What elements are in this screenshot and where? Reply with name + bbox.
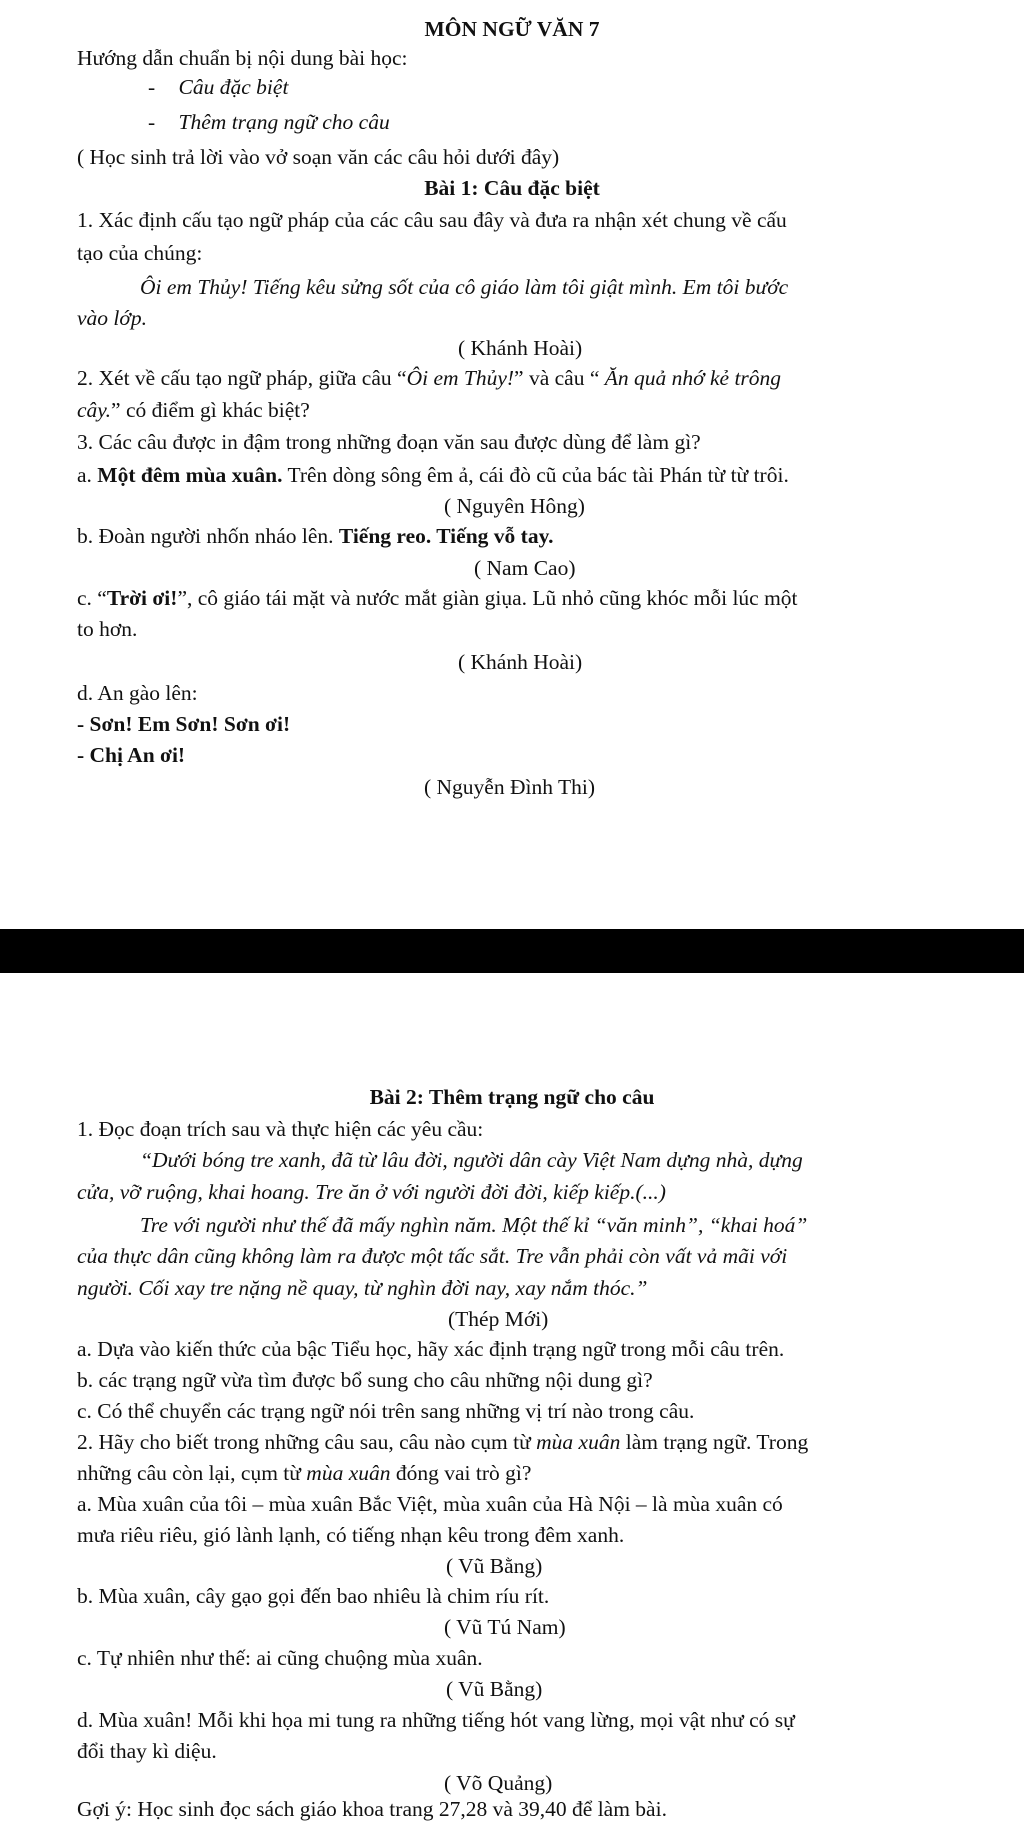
italic-run: mùa xuân — [536, 1430, 621, 1454]
source-credit: ( Võ Quảng) — [444, 1771, 553, 1795]
source-credit: ( Nguyên Hông) — [444, 494, 585, 518]
bold-run: Tiếng reo. Tiếng vỗ tay. — [338, 524, 554, 548]
source-credit: ( Nguyễn Đình Thi) — [424, 775, 595, 799]
lesson1-item-d-line3: - Chị An ơi! — [77, 743, 186, 767]
source-credit: ( Vũ Tú Nam) — [444, 1615, 566, 1639]
text-run: b. Đoàn người nhốn nháo lên. — [77, 524, 339, 548]
italic-run: Ăn quả nhớ kẻ trông — [604, 366, 782, 390]
bullet-dash: - — [148, 75, 156, 99]
topic-label: Câu đặc biệt — [178, 75, 289, 99]
lesson1-item-d-line1: d. An gào lên: — [77, 681, 198, 705]
lesson1-item-b — [77, 524, 994, 550]
sentence-a-line2: mưa riêu riêu, gió lành lạnh, có tiếng nhạn kêu trong đêm xanh. — [77, 1523, 625, 1547]
bold-run: Trời ơi! — [106, 586, 178, 610]
bullet-dash: - — [148, 110, 156, 134]
bold-run: Một đêm mùa xuân. — [97, 463, 283, 487]
lesson1-q1-line2: tạo của chúng: — [77, 241, 203, 265]
italic-run: Ôi em Thủy! — [406, 366, 515, 390]
lesson1-q3: 3. Các câu được in đậm trong những đoạn văn sau được dùng để làm gì? — [77, 430, 701, 454]
source-credit: ( Vũ Bằng) — [446, 1677, 543, 1701]
text-run: ” và câu “ — [514, 366, 605, 390]
text-run: ” có điểm gì khác biệt? — [111, 398, 310, 422]
excerpt-line: Tre với người như thế đã mấy nghìn năm. Một thế kỉ “văn minh”, “khai hoá” — [140, 1213, 808, 1237]
sentence-b: b. Mùa xuân, cây gạo gọi đến bao nhiêu là chim ríu rít. — [77, 1584, 550, 1608]
lesson1-quote-line2: vào lớp. — [77, 306, 147, 330]
instruction-line: ( Học sinh trả lời vào vở soạn văn các câu hỏi dưới đây) — [77, 145, 560, 169]
hint-line: Gợi ý: Học sinh đọc sách giáo khoa trang 27,28 và 39,40 để làm bài. — [77, 1797, 667, 1821]
text-run: c. “ — [77, 586, 107, 610]
lesson1-q2-line2 — [77, 398, 994, 424]
lesson1-quote-line1: Ôi em Thủy! Tiếng kêu sửng sốt của cô giáo làm tôi giật mình. Em tôi bước — [140, 275, 789, 299]
lesson2-q1: 1. Đọc đoạn trích sau và thực hiện các yêu cầu: — [77, 1117, 484, 1141]
text-run: làm trạng ngữ. Trong — [620, 1430, 809, 1454]
lesson2-q2-line1 — [77, 1430, 994, 1456]
lesson1-item-c-line2: to hơn. — [77, 617, 138, 641]
text-run: 2. Xét về cấu tạo ngữ pháp, giữa câu “ — [77, 366, 407, 390]
lesson1-item-a — [77, 463, 994, 489]
excerpt-line: cửa, vỡ ruộng, khai hoang. Tre ăn ở với người đời đời, kiếp kiếp.(...) — [77, 1180, 666, 1204]
source-credit: ( Khánh Hoài) — [458, 650, 583, 674]
text-run: a. — [77, 463, 98, 487]
sentence-d-line1: d. Mùa xuân! Mỗi khi họa mi tung ra những tiếng hót vang lừng, mọi vật như có sự — [77, 1708, 795, 1732]
lesson2-qc: c. Có thể chuyển các trạng ngữ nói trên sang những vị trí nào trong câu. — [77, 1399, 695, 1423]
text-run: 2. Hãy cho biết trong những câu sau, câu nào cụm từ — [77, 1430, 537, 1454]
lesson2-title: Bài 2: Thêm trạng ngữ cho câu — [369, 1085, 655, 1109]
lesson1-item-c-line1 — [77, 586, 994, 612]
excerpt-line: người. Cối xay tre nặng nề quay, từ nghìn đời nay, xay nắm thóc.” — [77, 1276, 648, 1300]
excerpt-line: “Dưới bóng tre xanh, đã từ lâu đời, người dân cày Việt Nam dựng nhà, dựng — [140, 1148, 803, 1172]
text-run: những câu còn lại, cụm từ — [77, 1461, 307, 1485]
lesson1-q2-line1 — [77, 366, 994, 392]
text-run: Trên dòng sông êm ả, cái đò cũ của bác tài Phán từ từ trôi. — [282, 463, 789, 487]
lesson2-q2-line2 — [77, 1461, 994, 1487]
source-credit: (Thép Mới) — [448, 1307, 549, 1331]
text-run: ”, cô giáo tái mặt và nước mắt giàn giụa. Lũ nhỏ cũng khóc mỗi lúc một — [177, 586, 798, 610]
source-credit: ( Nam Cao) — [474, 556, 576, 580]
topic-item-2 — [148, 110, 994, 136]
sentence-d-line2: đổi thay kì diệu. — [77, 1739, 217, 1763]
lesson2-qa: a. Dựa vào kiến thức của bậc Tiểu học, hãy xác định trạng ngữ trong mỗi câu trên. — [77, 1337, 785, 1361]
italic-run: cây. — [77, 398, 112, 422]
page-separator-bar — [0, 929, 1024, 973]
topic-item-1 — [148, 75, 994, 101]
text-run: đóng vai trò gì? — [390, 1461, 532, 1485]
source-credit: ( Khánh Hoài) — [458, 336, 583, 360]
lesson1-title: Bài 1: Câu đặc biệt — [424, 176, 600, 200]
source-credit: ( Vũ Bằng) — [446, 1554, 543, 1578]
sentence-a-line1: a. Mùa xuân của tôi – mùa xuân Bắc Việt, mùa xuân của Hà Nội – là mùa xuân có — [77, 1492, 783, 1516]
italic-run: mùa xuân — [306, 1461, 391, 1485]
excerpt-line: của thực dân cũng không làm ra được một tấc sắt. Tre vẫn phải còn vất vả mãi với — [77, 1244, 788, 1268]
lesson1-q1-line1: 1. Xác định cấu tạo ngữ pháp của các câu sau đây và đưa ra nhận xét chung về cấu — [77, 208, 787, 232]
lesson1-item-d-line2: - Sơn! Em Sơn! Sơn ơi! — [77, 712, 291, 736]
document-title: MÔN NGỮ VĂN 7 — [424, 17, 600, 41]
lesson2-qb: b. các trạng ngữ vừa tìm được bổ sung cho câu những nội dung gì? — [77, 1368, 653, 1392]
intro-line: Hướng dẫn chuẩn bị nội dung bài học: — [77, 46, 408, 70]
topic-label: Thêm trạng ngữ cho câu — [178, 110, 390, 134]
sentence-c: c. Tự nhiên như thế: ai cũng chuộng mùa xuân. — [77, 1646, 483, 1670]
